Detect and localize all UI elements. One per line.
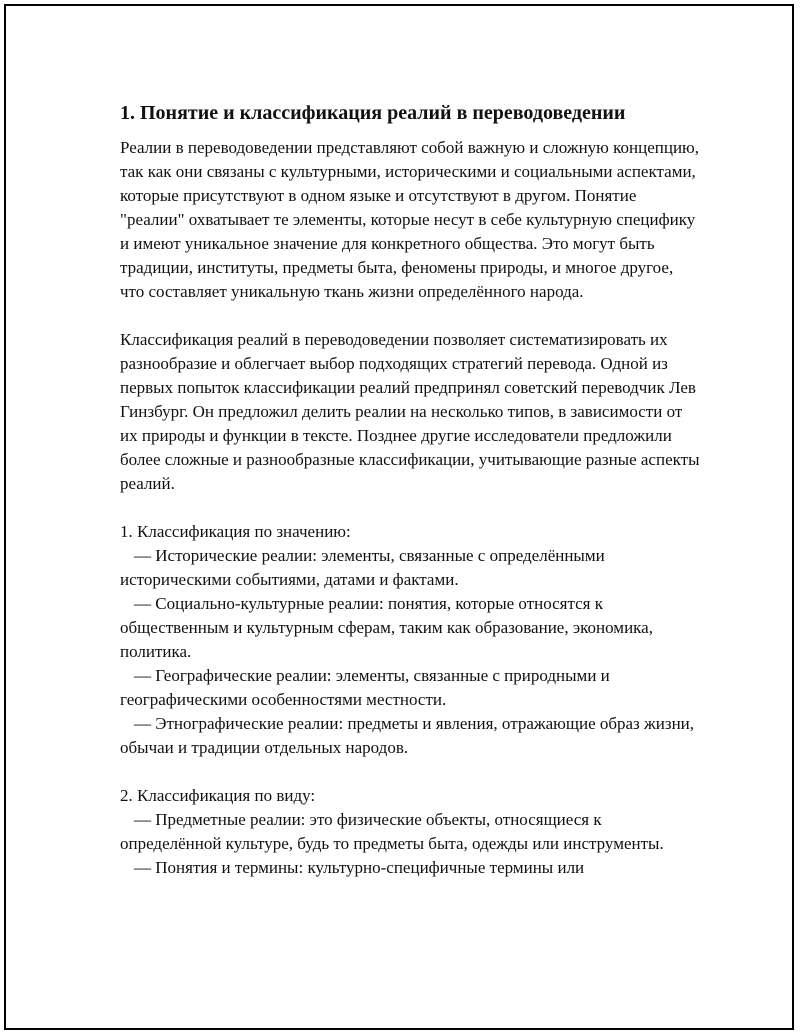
list-section-by-type — [120, 784, 700, 880]
list-title: 2. Классификация по виду: — [120, 786, 316, 805]
page-frame — [4, 4, 794, 1030]
list-section-by-meaning — [120, 520, 700, 760]
list-item: — Географические реалии: элементы, связанные с природными и географическими особенностями местности. — [120, 666, 610, 709]
document-body — [120, 100, 700, 904]
list-item: — Исторические реалии: элементы, связанные с определёнными историческими событиями, датами и фактами. — [120, 546, 605, 589]
paragraph-classification: Классификация реалий в переводоведении позволяет систематизировать их разнообразие и облегчает выбор подходящих стратегий перевода. Одной из первых попыток классификации реалий предпринял советский переводчик Лев Гинзбург. Он предложил делить реалии на несколько типов, в зависимости от их природы и функции в тексте. Позднее другие исследователи предложили более сложные и разнообразные классификации, учитывающие разные аспекты реалий. — [120, 330, 700, 493]
list-item: — Этнографические реалии: предметы и явления, отражающие образ жизни, обычаи и традиции отдельных народов. — [120, 714, 695, 757]
section-heading: 1. Понятие и классификация реалий в переводоведении — [120, 102, 626, 124]
list-item: — Социально-культурные реалии: понятия, которые относятся к общественным и культурным сферам, таким как образование, экономика, политика. — [120, 594, 653, 661]
list-item: — Понятия и термины: культурно-специфичные термины или — [134, 858, 585, 877]
paragraph-intro: Реалии в переводоведении представляют собой важную и сложную концепцию, так как они связаны с культурными, историческими и социальными аспектами, которые присутствуют в одном языке и отсутствуют в другом. Понятие "реалии" охватывает те элементы, которые несут в себе культурную специфику и имеют уникальное значение для конкретного общества. Это могут быть традиции, институты, предметы быта, феномены природы, и многое другое, что составляет уникальную ткань жизни определённого народа. — [120, 138, 699, 301]
list-item: — Предметные реалии: это физические объекты, относящиеся к определённой культуре, будь то предметы быта, одежды или инструменты. — [120, 810, 664, 853]
list-title: 1. Классификация по значению: — [120, 522, 351, 541]
